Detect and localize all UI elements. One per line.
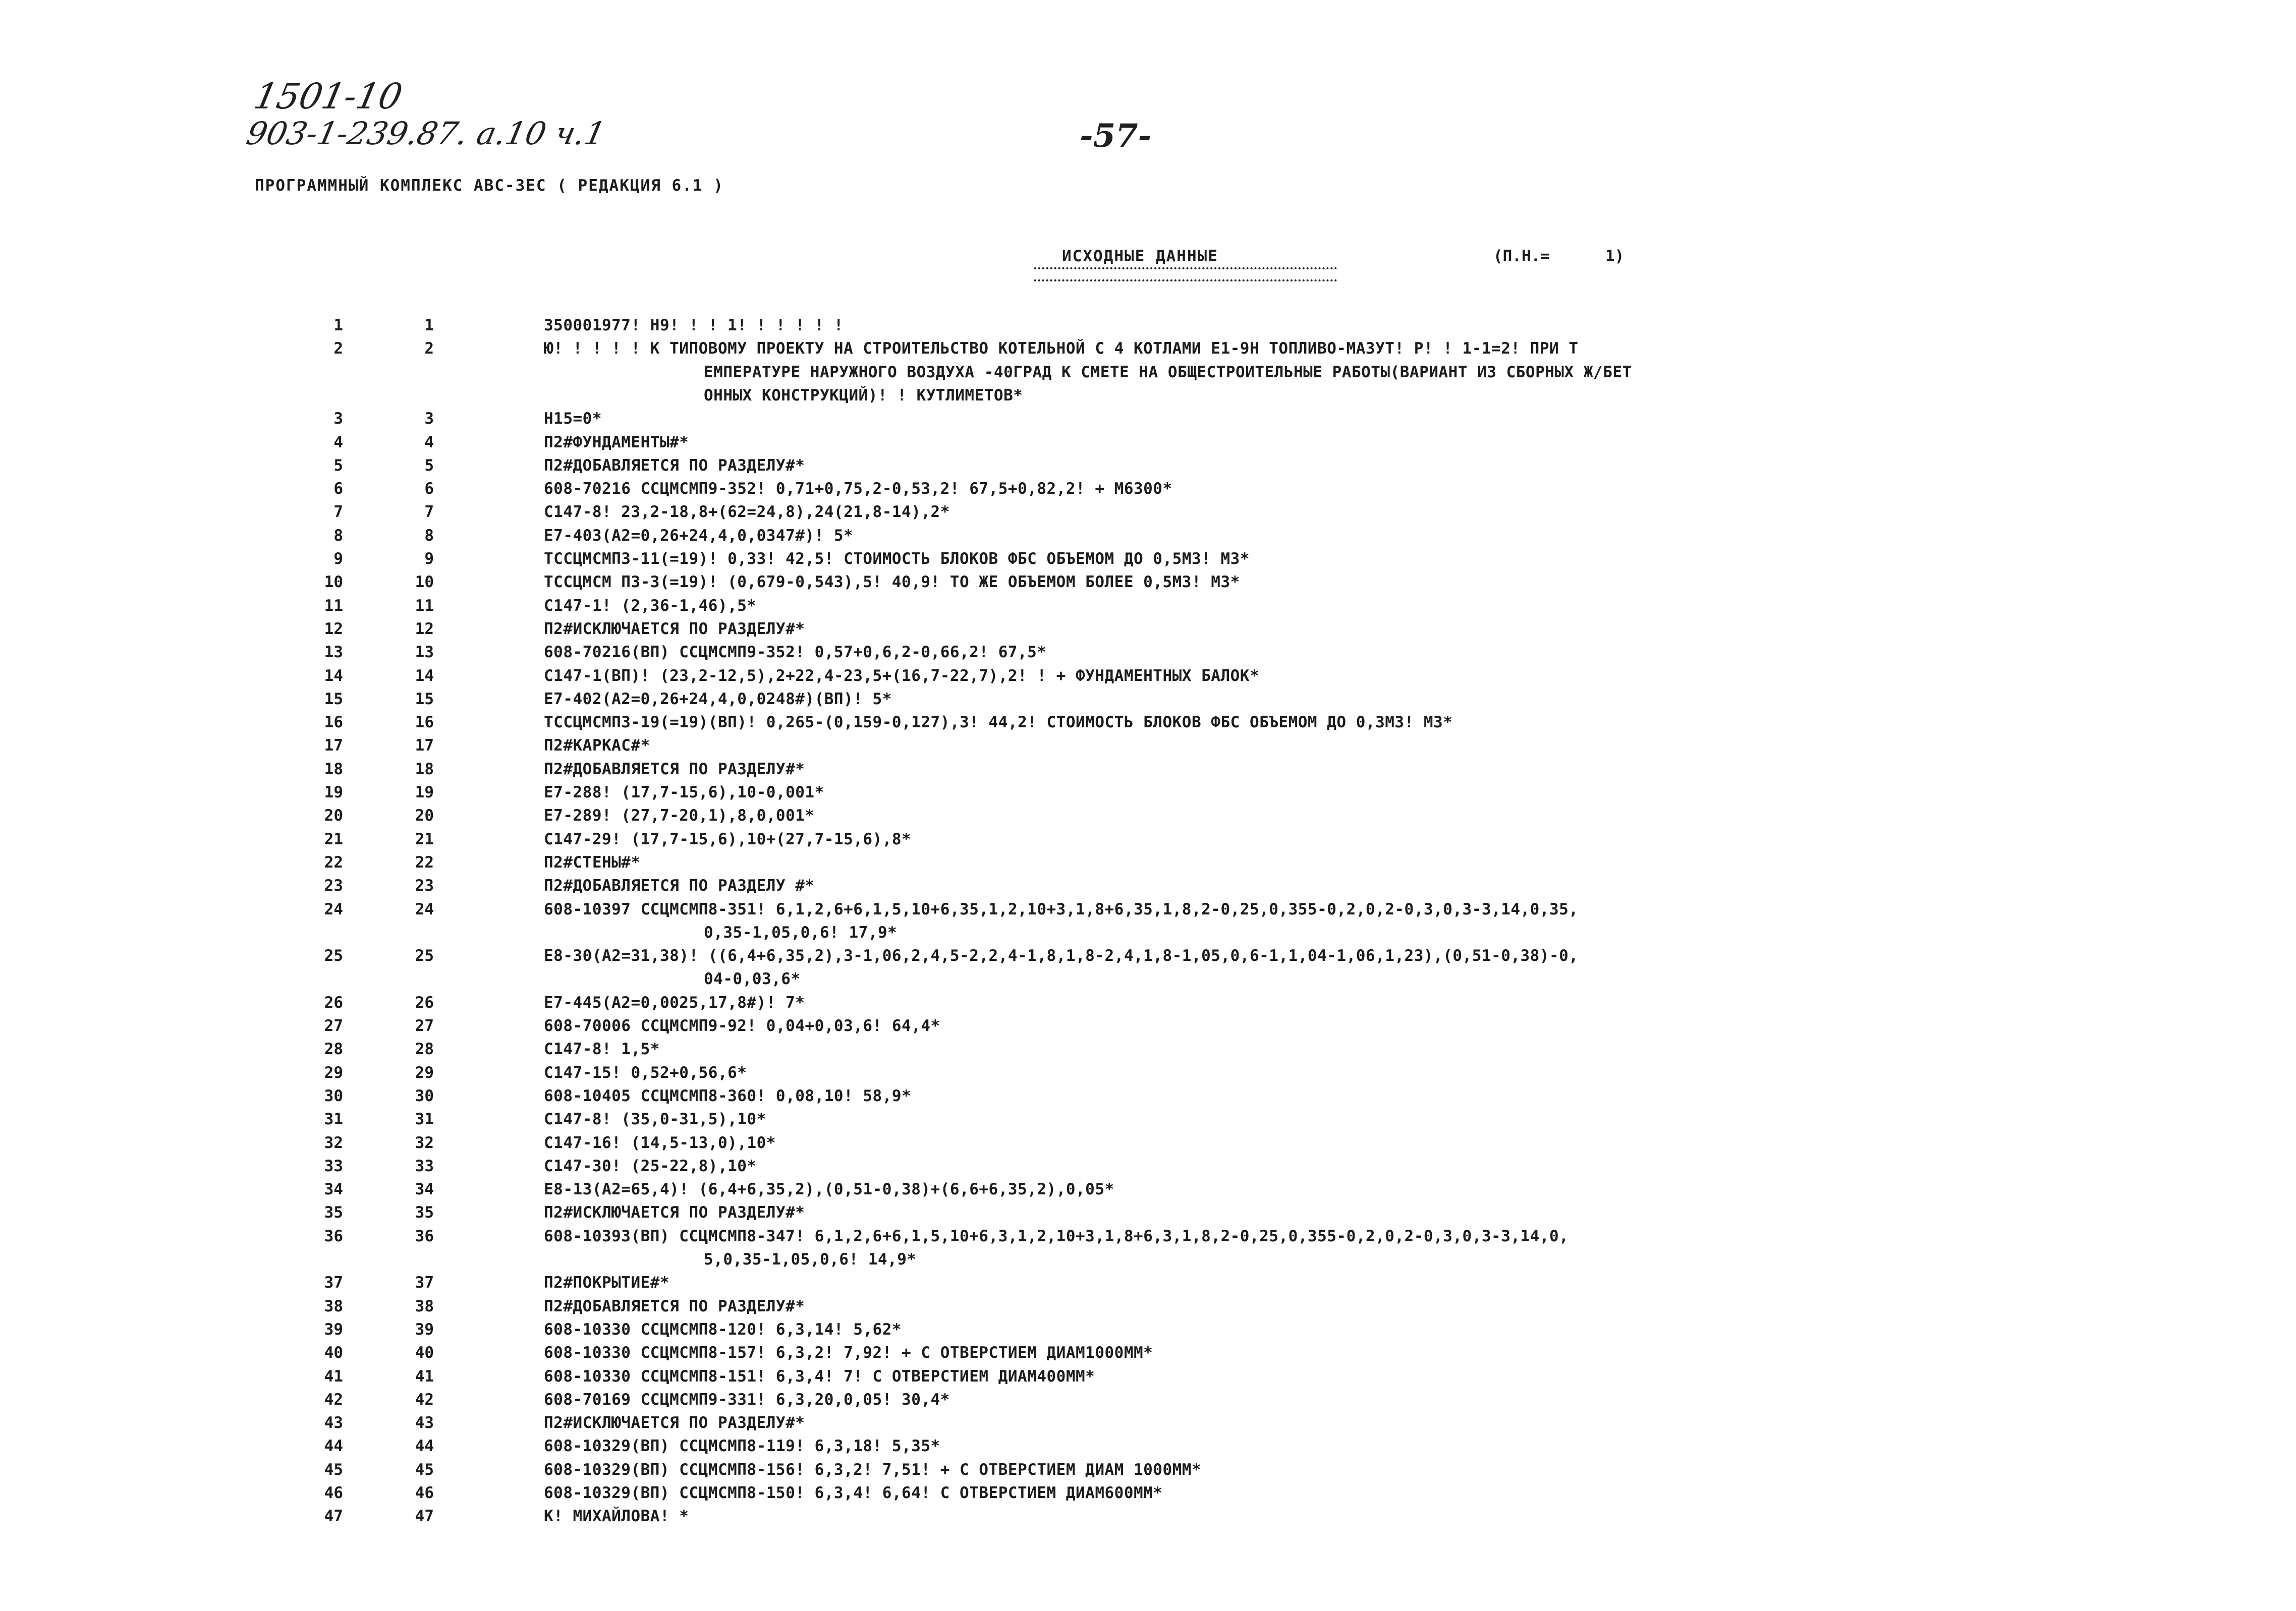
row-sequence-number: 20 bbox=[324, 807, 343, 825]
row-line-number: 34 bbox=[415, 1180, 434, 1198]
row-text: К! МИХАЙЛОВА! * bbox=[544, 1507, 689, 1525]
row-line-number: 24 bbox=[415, 900, 434, 918]
page-number: -57- bbox=[1080, 117, 1152, 155]
row-sequence-number: 19 bbox=[324, 783, 343, 801]
row-continuation-text: ЕМПЕРАТУРЕ НАРУЖНОГО ВОЗДУХА -40ГРАД К СМЕТЕ НА ОБЩЕСТРОИТЕЛЬНЫЕ РАБОТЫ(ВАРИАНТ ИЗ СБОРНЫХ Ж/БЕТ bbox=[704, 363, 1632, 381]
row-text: Е7-445(А2=0,0025,17,8#)! 7* bbox=[544, 994, 805, 1012]
row-text: П2#ФУНДАМЕНТЫ#* bbox=[544, 433, 689, 451]
row-line-number: 20 bbox=[415, 807, 434, 825]
row-text: Е7-403(А2=0,26+24,4,0,0347#)! 5* bbox=[544, 527, 854, 545]
row-line-number: 29 bbox=[415, 1064, 434, 1082]
row-sequence-number: 17 bbox=[324, 736, 343, 755]
row-text: П2#КАРКАС#* bbox=[544, 736, 650, 755]
row-line-number: 39 bbox=[415, 1320, 434, 1339]
row-line-number: 23 bbox=[415, 877, 434, 895]
row-sequence-number: 28 bbox=[324, 1040, 343, 1058]
row-text: П2#ДОБАВЛЯЕТСЯ ПО РАЗДЕЛУ#* bbox=[544, 760, 805, 778]
row-line-number: 22 bbox=[415, 853, 434, 872]
row-line-number: 10 bbox=[415, 573, 434, 591]
row-text: П2#ДОБАВЛЯЕТСЯ ПО РАЗДЕЛУ#* bbox=[544, 456, 805, 475]
row-text: П2#ДОБАВЛЯЕТСЯ ПО РАЗДЕЛУ#* bbox=[544, 1297, 805, 1315]
page-reference-prefix: (П.Н.= bbox=[1493, 247, 1550, 265]
row-line-number: 32 bbox=[415, 1134, 434, 1152]
row-line-number: 47 bbox=[415, 1507, 434, 1525]
row-text: С147-8! 23,2-18,8+(62=24,8),24(21,8-14),2* bbox=[544, 503, 950, 521]
row-text: ТССЦМСМ П3-3(=19)! (0,679-0,543),5! 40,9! ТО ЖЕ ОБЪЕМОМ БОЛЕЕ 0,5МЗ! МЗ* bbox=[544, 573, 1240, 591]
row-line-number: 35 bbox=[415, 1203, 434, 1222]
row-sequence-number: 13 bbox=[324, 643, 343, 661]
row-line-number: 41 bbox=[415, 1367, 434, 1386]
row-text: 608-70216(ВП) ССЦМСМП9-352! 0,57+0,6,2-0,66,2! 67,5* bbox=[544, 643, 1047, 661]
row-text: П2#ДОБАВЛЯЕТСЯ ПО РАЗДЕЛУ #* bbox=[544, 877, 815, 895]
row-text: Е7-288! (17,7-15,6),10-0,001* bbox=[544, 783, 824, 801]
row-sequence-number: 44 bbox=[324, 1437, 343, 1455]
row-sequence-number: 1 bbox=[333, 316, 343, 334]
row-text: С147-30! (25-22,8),10* bbox=[544, 1157, 757, 1175]
row-text: ТССЦМСМП3-19(=19)(ВП)! 0,265-(0,159-0,127),3! 44,2! СТОИМОСТЬ БЛОКОВ ФБС ОБЪЕМОМ ДО 0,3МЗ! МЗ* bbox=[544, 713, 1453, 731]
row-text: 608-10330 ССЦМСМП8-157! 6,3,2! 7,92! + С ОТВЕРСТИЕМ ДИАМ1000ММ* bbox=[544, 1344, 1153, 1362]
row-sequence-number: 37 bbox=[324, 1274, 343, 1292]
row-text: Н15=0* bbox=[544, 410, 602, 428]
row-sequence-number: 32 bbox=[324, 1134, 343, 1152]
row-text: Е8-13(А2=65,4)! (6,4+6,35,2),(0,51-0,38)+(6,6+6,35,2),0,05* bbox=[544, 1180, 1114, 1198]
row-sequence-number: 25 bbox=[324, 947, 343, 965]
row-line-number: 44 bbox=[415, 1437, 434, 1455]
row-line-number: 37 bbox=[415, 1274, 434, 1292]
row-text: 350001977! Н9! ! ! 1! ! ! ! ! ! bbox=[544, 316, 844, 334]
row-text: С147-8! 1,5* bbox=[544, 1040, 660, 1058]
row-sequence-number: 47 bbox=[324, 1507, 343, 1525]
row-text: 608-70006 ССЦМСМП9-92! 0,04+0,03,6! 64,4* bbox=[544, 1017, 940, 1035]
title-underline bbox=[1034, 267, 1337, 281]
row-line-number: 2 bbox=[424, 339, 434, 358]
row-sequence-number: 30 bbox=[324, 1087, 343, 1105]
row-line-number: 9 bbox=[424, 550, 434, 568]
row-text: С147-8! (35,0-31,5),10* bbox=[544, 1110, 766, 1128]
row-line-number: 31 bbox=[415, 1110, 434, 1128]
row-text: 608-10330 ССЦМСМП8-151! 6,3,4! 7! С ОТВЕРСТИЕМ ДИАМ400ММ* bbox=[544, 1367, 1095, 1386]
row-sequence-number: 9 bbox=[333, 550, 343, 568]
row-line-number: 26 bbox=[415, 994, 434, 1012]
row-line-number: 25 bbox=[415, 947, 434, 965]
row-line-number: 6 bbox=[424, 480, 434, 498]
row-continuation-text: ОННЫХ КОНСТРУКЦИЙ)! ! КУТЛИМЕТОВ* bbox=[704, 386, 1023, 405]
row-sequence-number: 14 bbox=[324, 667, 343, 685]
row-sequence-number: 36 bbox=[324, 1227, 343, 1245]
row-sequence-number: 38 bbox=[324, 1297, 343, 1315]
row-line-number: 38 bbox=[415, 1297, 434, 1315]
row-text: С147-16! (14,5-13,0),10* bbox=[544, 1134, 776, 1152]
row-continuation-text: 5,0,35-1,05,0,6! 14,9* bbox=[704, 1250, 917, 1269]
row-text: Е7-402(А2=0,26+24,4,0,0248#)(ВП)! 5* bbox=[544, 690, 892, 708]
row-line-number: 40 bbox=[415, 1344, 434, 1362]
row-text: 608-10397 ССЦМСМП8-351! 6,1,2,6+6,1,5,10+6,35,1,2,10+3,1,8+6,35,1,8,2-0,25,0,355-0,2,0,2-0,3,0,3-3,14,0,35, bbox=[544, 900, 1579, 918]
row-line-number: 14 bbox=[415, 667, 434, 685]
row-text: ТССЦМСМП3-11(=19)! 0,33! 42,5! СТОИМОСТЬ БЛОКОВ ФБС ОБЪЕМОМ ДО 0,5МЗ! МЗ* bbox=[544, 550, 1250, 568]
row-text: П2#ИСКЛЮЧАЕТСЯ ПО РАЗДЕЛУ#* bbox=[544, 620, 805, 638]
row-sequence-number: 8 bbox=[333, 527, 343, 545]
row-sequence-number: 31 bbox=[324, 1110, 343, 1128]
row-sequence-number: 33 bbox=[324, 1157, 343, 1175]
row-sequence-number: 21 bbox=[324, 830, 343, 848]
row-text: С147-29! (17,7-15,6),10+(27,7-15,6),8* bbox=[544, 830, 912, 848]
row-text: С147-1! (2,36-1,46),5* bbox=[544, 597, 757, 615]
row-line-number: 45 bbox=[415, 1461, 434, 1479]
row-sequence-number: 16 bbox=[324, 713, 343, 731]
row-sequence-number: 27 bbox=[324, 1017, 343, 1035]
row-line-number: 3 bbox=[424, 410, 434, 428]
section-title: ИСХОДНЫЕ ДАННЫЕ bbox=[1062, 247, 1218, 265]
row-text: 608-10329(ВП) ССЦМСМП8-150! 6,3,4! 6,64! С ОТВЕРСТИЕМ ДИАМ600ММ* bbox=[544, 1484, 1163, 1502]
row-line-number: 19 bbox=[415, 783, 434, 801]
row-text: П2#ПОКРЫТИЕ#* bbox=[544, 1274, 670, 1292]
handwritten-document-code: 1501-10 bbox=[250, 76, 406, 117]
row-sequence-number: 46 bbox=[324, 1484, 343, 1502]
handwritten-project-code: 903-1-239.87. а.10 ч.1 bbox=[243, 115, 609, 152]
row-sequence-number: 23 bbox=[324, 877, 343, 895]
row-line-number: 46 bbox=[415, 1484, 434, 1502]
row-sequence-number: 6 bbox=[333, 480, 343, 498]
row-text: Ю! ! ! ! ! К ТИПОВОМУ ПРОЕКТУ НА СТРОИТЕЛЬСТВО КОТЕЛЬНОЙ С 4 КОТЛАМИ Е1-9Н ТОПЛИВО-МАЗУТ! Р! ! 1-1=2! ПРИ Т bbox=[544, 339, 1579, 358]
row-sequence-number: 24 bbox=[324, 900, 343, 918]
row-sequence-number: 3 bbox=[333, 410, 343, 428]
row-sequence-number: 39 bbox=[324, 1320, 343, 1339]
row-line-number: 4 bbox=[424, 433, 434, 451]
row-line-number: 12 bbox=[415, 620, 434, 638]
row-line-number: 16 bbox=[415, 713, 434, 731]
row-line-number: 1 bbox=[424, 316, 434, 334]
row-text: 608-10393(ВП) ССЦМСМП8-347! 6,1,2,6+6,1,5,10+6,3,1,2,10+3,1,8+6,3,1,8,2-0,25,0,355-0,2,0,2-0,3,0,3-3,14,0, bbox=[544, 1227, 1569, 1245]
row-line-number: 7 bbox=[424, 503, 434, 521]
row-sequence-number: 11 bbox=[324, 597, 343, 615]
row-line-number: 13 bbox=[415, 643, 434, 661]
row-line-number: 33 bbox=[415, 1157, 434, 1175]
row-text: 608-10405 ССЦМСМП8-360! 0,08,10! 58,9* bbox=[544, 1087, 912, 1105]
row-sequence-number: 45 bbox=[324, 1461, 343, 1479]
row-text: С147-1(ВП)! (23,2-12,5),2+22,4-23,5+(16,7-22,7),2! ! + ФУНДАМЕНТНЫХ БАЛОК* bbox=[544, 667, 1260, 685]
row-line-number: 36 bbox=[415, 1227, 434, 1245]
row-continuation-text: 04-0,03,6* bbox=[704, 970, 801, 988]
row-continuation-text: 0,35-1,05,0,6! 17,9* bbox=[704, 924, 898, 942]
row-line-number: 43 bbox=[415, 1414, 434, 1432]
row-line-number: 17 bbox=[415, 736, 434, 755]
row-line-number: 18 bbox=[415, 760, 434, 778]
row-sequence-number: 10 bbox=[324, 573, 343, 591]
page-reference-suffix: 1) bbox=[1605, 247, 1625, 265]
row-sequence-number: 35 bbox=[324, 1203, 343, 1222]
row-sequence-number: 15 bbox=[324, 690, 343, 708]
row-text: Е8-30(А2=31,38)! ((6,4+6,35,2),3-1,06,2,4,5-2,2,4-1,8,1,8-2,4,1,8-1,05,0,6-1,1,04-1,06,1,23),(0,51-0,38)-0, bbox=[544, 947, 1579, 965]
row-text: Е7-289! (27,7-20,1),8,0,001* bbox=[544, 807, 815, 825]
row-sequence-number: 26 bbox=[324, 994, 343, 1012]
row-sequence-number: 12 bbox=[324, 620, 343, 638]
row-text: 608-10330 ССЦМСМП8-120! 6,3,14! 5,62* bbox=[544, 1320, 902, 1339]
page-reference bbox=[1493, 247, 1624, 265]
row-sequence-number: 4 bbox=[333, 433, 343, 451]
row-sequence-number: 43 bbox=[324, 1414, 343, 1432]
row-sequence-number: 42 bbox=[324, 1391, 343, 1409]
row-sequence-number: 7 bbox=[333, 503, 343, 521]
row-sequence-number: 2 bbox=[333, 339, 343, 358]
program-header: ПРОГРАММНЫЙ КОМПЛЕКС АВС-ЗЕС ( РЕДАКЦИЯ 6.1 ) bbox=[255, 177, 724, 195]
row-sequence-number: 40 bbox=[324, 1344, 343, 1362]
row-sequence-number: 34 bbox=[324, 1180, 343, 1198]
row-text: С147-15! 0,52+0,56,6* bbox=[544, 1064, 747, 1082]
row-sequence-number: 5 bbox=[333, 456, 343, 475]
row-line-number: 27 bbox=[415, 1017, 434, 1035]
row-text: П2#СТЕНЫ#* bbox=[544, 853, 641, 872]
row-sequence-number: 18 bbox=[324, 760, 343, 778]
row-text: П2#ИСКЛЮЧАЕТСЯ ПО РАЗДЕЛУ#* bbox=[544, 1414, 805, 1432]
row-text: 608-70169 ССЦМСМП9-331! 6,3,20,0,05! 30,4* bbox=[544, 1391, 950, 1409]
row-line-number: 15 bbox=[415, 690, 434, 708]
row-line-number: 42 bbox=[415, 1391, 434, 1409]
row-text: П2#ИСКЛЮЧАЕТСЯ ПО РАЗДЕЛУ#* bbox=[544, 1203, 805, 1222]
row-line-number: 28 bbox=[415, 1040, 434, 1058]
row-line-number: 21 bbox=[415, 830, 434, 848]
row-text: 608-10329(ВП) ССЦМСМП8-119! 6,3,18! 5,35* bbox=[544, 1437, 940, 1455]
row-text: 608-70216 ССЦМСМП9-352! 0,71+0,75,2-0,53,2! 67,5+0,82,2! + М6300* bbox=[544, 480, 1172, 498]
row-line-number: 11 bbox=[415, 597, 434, 615]
row-sequence-number: 41 bbox=[324, 1367, 343, 1386]
row-line-number: 30 bbox=[415, 1087, 434, 1105]
row-sequence-number: 29 bbox=[324, 1064, 343, 1082]
row-text: 608-10329(ВП) ССЦМСМП8-156! 6,3,2! 7,51! + С ОТВЕРСТИЕМ ДИАМ 1000ММ* bbox=[544, 1461, 1202, 1479]
row-line-number: 5 bbox=[424, 456, 434, 475]
row-sequence-number: 22 bbox=[324, 853, 343, 872]
row-line-number: 8 bbox=[424, 527, 434, 545]
